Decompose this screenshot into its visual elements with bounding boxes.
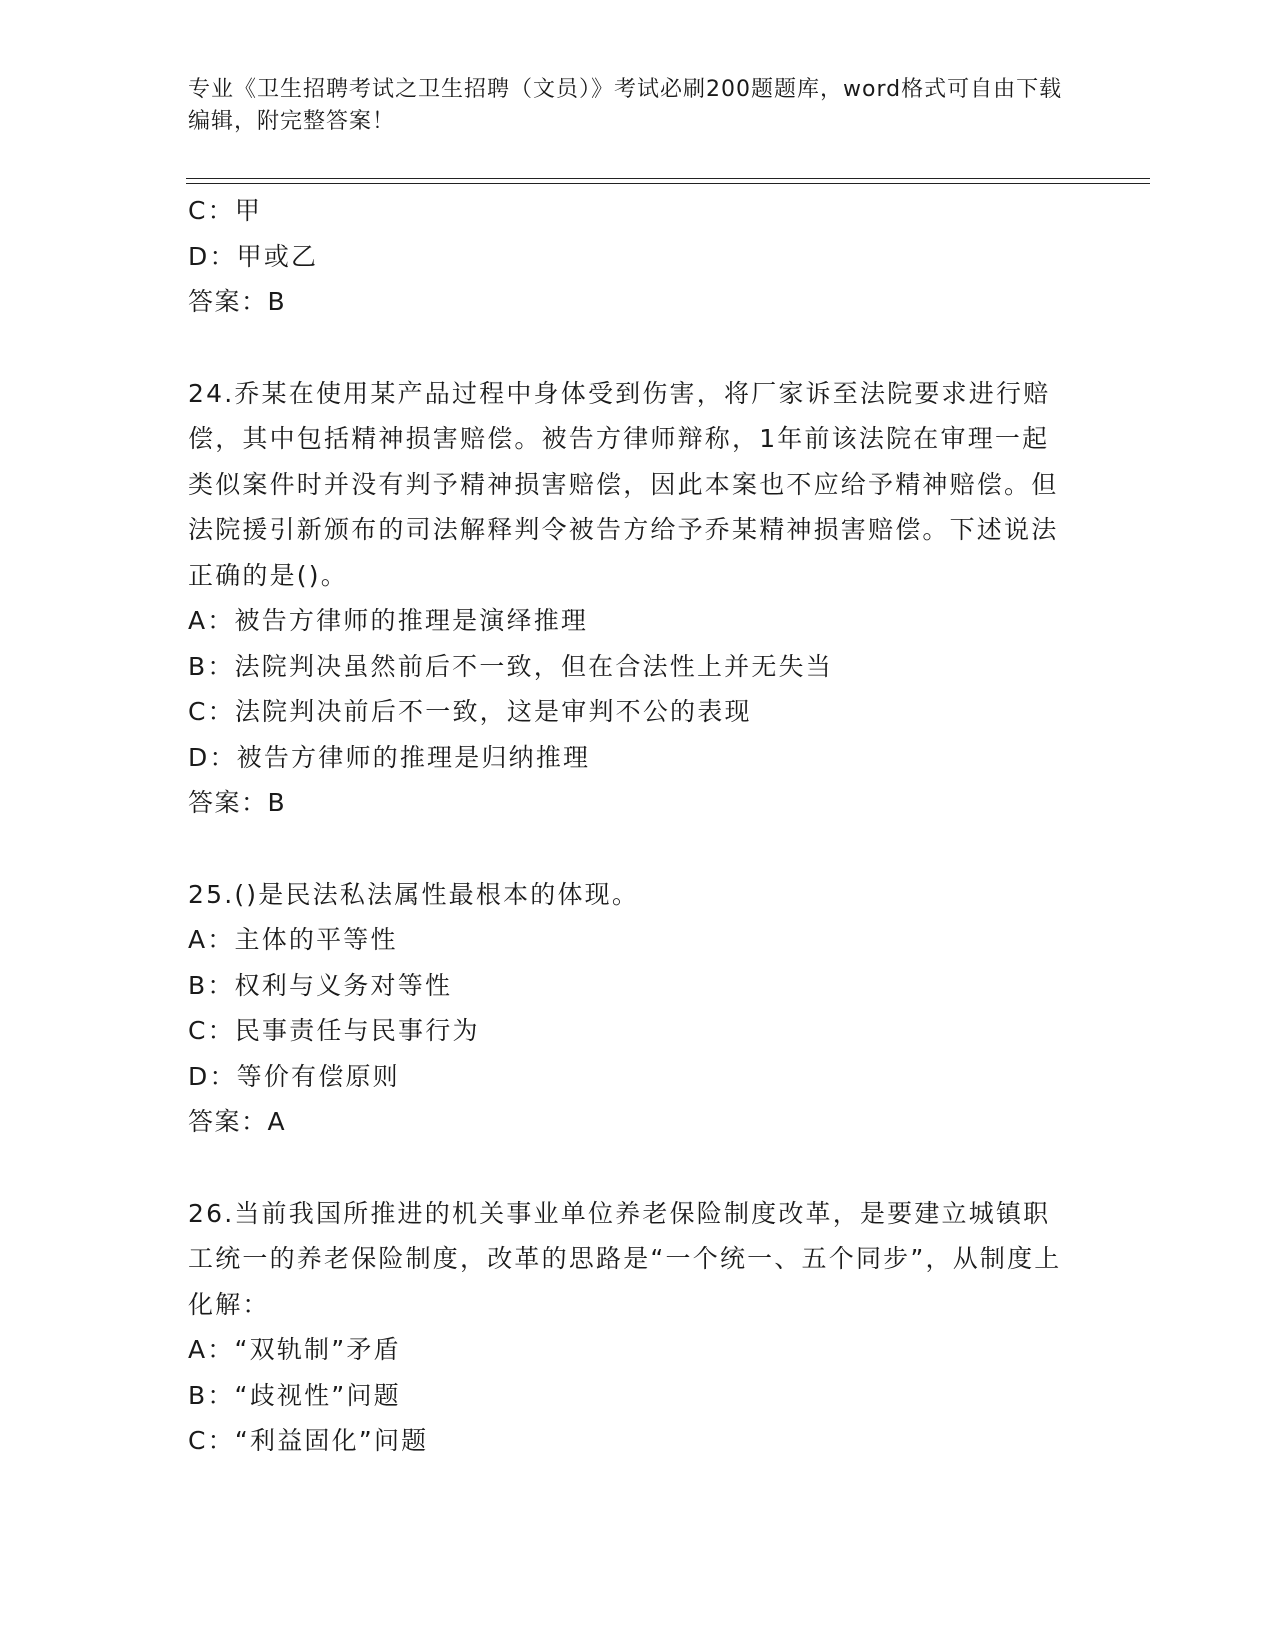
option-d: D：甲或乙 xyxy=(188,241,319,271)
question-stem: 26.当前我国所推进的机关事业单位养老保险制度改革，是要建立城镇职工统一的养老保险制度，改革的思路是“一个统一、五个同步”，从制度上化解： xyxy=(188,1198,1062,1319)
header-title: 专业《卫生招聘考试之卫生招聘（文员）》考试必刷200题题库，word格式可自由下载编辑，附完整答案！ xyxy=(188,77,1063,134)
option-c: C：甲 xyxy=(188,196,263,225)
header-rule-top xyxy=(186,178,1150,179)
spacer xyxy=(188,325,1088,371)
document-header xyxy=(188,74,1068,138)
option-d: D：等价有偿原则 xyxy=(188,1061,400,1091)
question-block xyxy=(188,1191,1088,1464)
option-b: B：“歧视性”问题 xyxy=(188,1380,401,1410)
answer-line: 答案：A xyxy=(188,1107,287,1136)
question-block xyxy=(188,188,1088,325)
answer-line: 答案：B xyxy=(188,287,287,316)
spacer xyxy=(188,826,1088,872)
option-d: D：被告方律师的推理是归纳推理 xyxy=(188,742,591,772)
question-block xyxy=(188,872,1088,1145)
option-b: B：法院判决虽然前后不一致，但在合法性上并无失当 xyxy=(188,651,833,681)
option-a: A：“双轨制”矛盾 xyxy=(188,1335,401,1364)
option-b: B：权利与义务对等性 xyxy=(188,970,453,1000)
header-rule-bottom xyxy=(186,183,1150,184)
question-stem: 25.()是民法私法属性最根本的体现。 xyxy=(188,879,640,909)
spacer xyxy=(188,1145,1088,1191)
option-a: A：主体的平等性 xyxy=(188,925,398,954)
question-block xyxy=(188,371,1088,826)
option-c: C：“利益固化”问题 xyxy=(188,1426,429,1455)
question-list xyxy=(188,188,1088,1464)
option-c: C：民事责任与民事行为 xyxy=(188,1016,480,1045)
question-stem: 24.乔某在使用某产品过程中身体受到伤害，将厂家诉至法院要求进行赔偿，其中包括精神损害赔偿。被告方律师辩称，1年前该法院在审理一起类似案件时并没有判予精神损害赔偿，因此本案也不应给予精神赔偿。但法院援引新颁布的司法解释判令被告方给予乔某精神损害赔偿。下述说法正确的是()。 xyxy=(188,378,1059,590)
option-a: A：被告方律师的推理是演绎推理 xyxy=(188,606,589,635)
answer-line: 答案：B xyxy=(188,788,287,817)
option-c: C：法院判决前后不一致，这是审判不公的表现 xyxy=(188,697,752,726)
